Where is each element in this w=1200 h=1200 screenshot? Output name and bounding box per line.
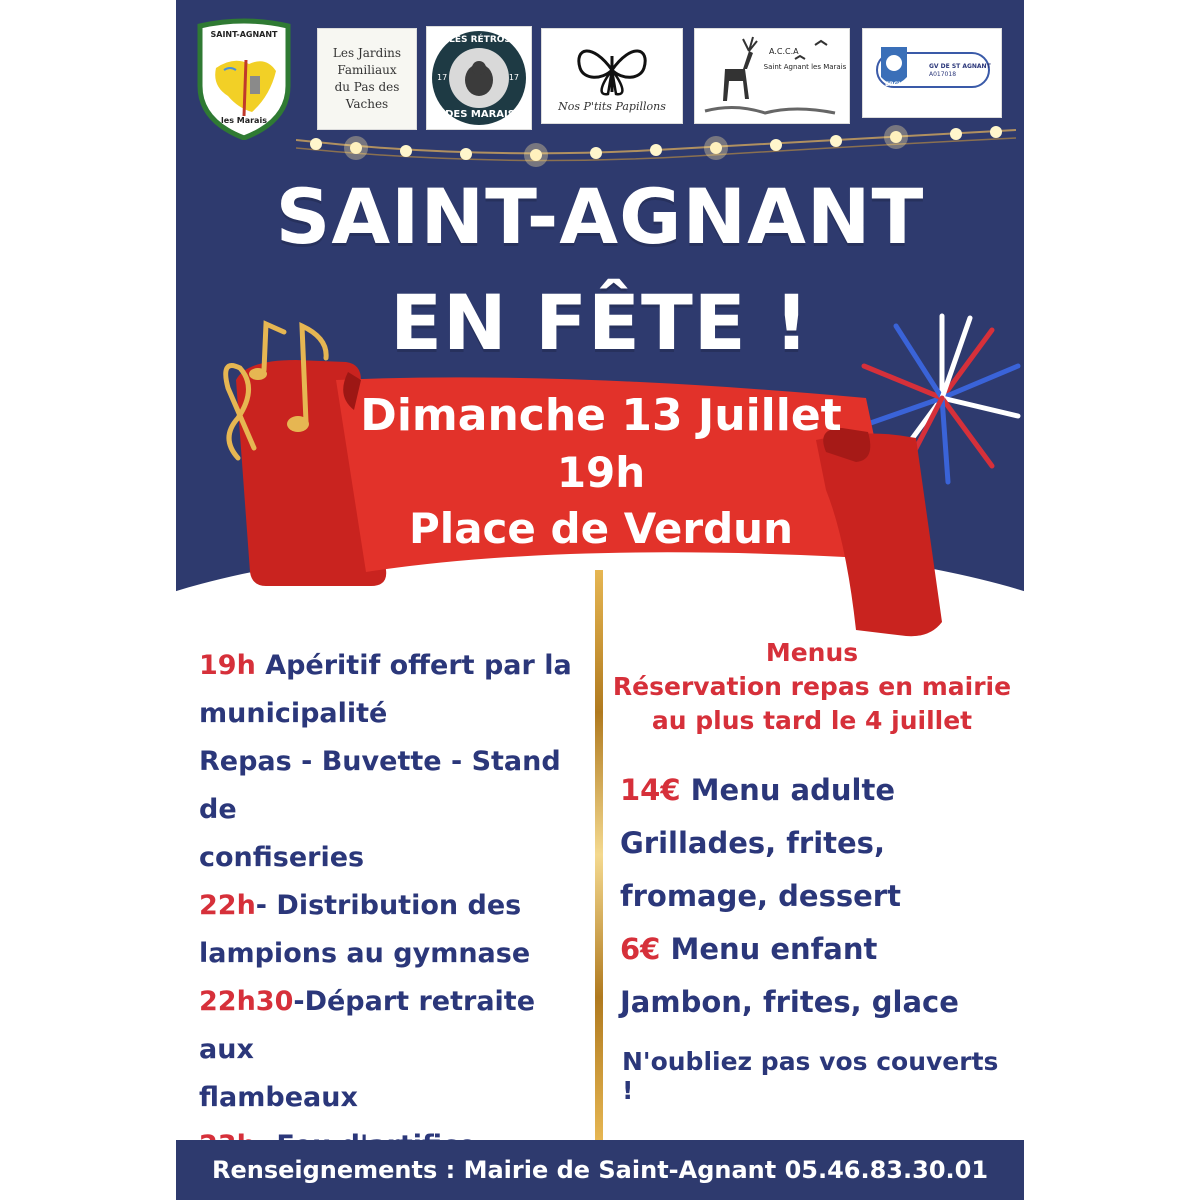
program-text: - Distribution des xyxy=(255,890,522,921)
program-item xyxy=(199,738,599,882)
adult-menu-line1: Grillades, frites, xyxy=(620,826,885,860)
jardins-line1: Les Jardins xyxy=(332,46,402,60)
retros-top: LES RÉTROS xyxy=(449,35,511,45)
program-text: Repas - Buvette - Stand de xyxy=(199,746,561,825)
jardins-line2: Familiaux xyxy=(337,63,397,77)
program-text: municipalité xyxy=(199,698,388,729)
butterfly-icon xyxy=(572,40,652,100)
retros-logo xyxy=(426,26,532,130)
program-item xyxy=(199,882,599,978)
retros-bottom: DES MARAIS xyxy=(445,109,515,120)
menus-reservation-2: au plus tard le 4 juillet xyxy=(651,706,973,735)
event-time: 19h xyxy=(556,448,646,497)
commune-logo-top: SAINT-AGNANT xyxy=(210,30,278,39)
program-list xyxy=(199,642,599,1200)
acca-title: A.C.C.A xyxy=(769,47,799,56)
adult-label: Menu adulte xyxy=(680,773,896,807)
info-footer: Renseignements : Mairie de Saint-Agnant 05.46.83.30.01 xyxy=(176,1140,1024,1200)
gv-line1: GV DE ST AGNANT xyxy=(929,63,991,70)
acca-subtitle: Saint Agnant les Marais xyxy=(763,63,847,71)
adult-price: 14€ xyxy=(620,773,681,807)
music-notes-icon xyxy=(198,318,348,468)
poster-title-line2: EN FÊTE ! xyxy=(390,278,810,367)
retros-right: 17 xyxy=(508,73,519,82)
jardins-line4: Vaches xyxy=(345,97,389,111)
menus-heading-block xyxy=(612,636,1012,738)
child-label: Menu enfant xyxy=(660,932,878,966)
child-menu-title xyxy=(620,923,1012,976)
event-date: Dimanche 13 Juillet xyxy=(360,390,842,441)
string-lights xyxy=(296,120,1016,180)
acca-logo xyxy=(694,28,850,124)
event-place: Place de Verdun xyxy=(409,504,793,553)
retros-left: 17 xyxy=(437,73,448,82)
jardins-logo xyxy=(317,28,417,130)
menus-heading: Menus xyxy=(765,638,859,667)
jardins-line3: du Pas des xyxy=(334,80,400,94)
program-text: lampions au gymnase xyxy=(199,938,531,969)
program-text: -Départ retraite aux xyxy=(199,986,536,1065)
program-item xyxy=(199,642,599,738)
program-text: confiseries xyxy=(199,842,365,873)
papillons-text: Nos P'tits Papillons xyxy=(558,99,666,113)
event-poster xyxy=(176,0,1024,1200)
child-menu-line1: Jambon, frites, glace xyxy=(620,985,959,1019)
adult-menu-title xyxy=(620,764,1012,817)
poster-title-line1: SAINT-AGNANT xyxy=(275,172,925,261)
papillons-logo xyxy=(541,28,683,124)
program-item xyxy=(199,978,599,1122)
commune-logo xyxy=(194,16,294,140)
program-text: flambeaux xyxy=(199,1082,358,1113)
menu-lines xyxy=(612,764,1012,1029)
program-text: Apéritif offert par la xyxy=(255,650,572,681)
deer-icon xyxy=(695,29,851,125)
menus-section xyxy=(612,636,1012,1105)
cutlery-reminder: N'oubliez pas vos couverts ! xyxy=(622,1047,999,1105)
commune-logo-bottom: les Marais xyxy=(221,116,267,125)
gv-badge: EPGV xyxy=(884,81,904,88)
program-time: 22h xyxy=(199,890,256,921)
adult-menu-line2: fromage, dessert xyxy=(620,879,901,913)
program-time: 19h xyxy=(199,650,256,681)
gv-line2: A017018 xyxy=(929,71,957,78)
program-time: 22h30 xyxy=(199,986,294,1017)
child-price: 6€ xyxy=(620,932,661,966)
gv-logo xyxy=(862,28,1002,118)
menus-reservation-1: Réservation repas en mairie xyxy=(612,672,1012,701)
